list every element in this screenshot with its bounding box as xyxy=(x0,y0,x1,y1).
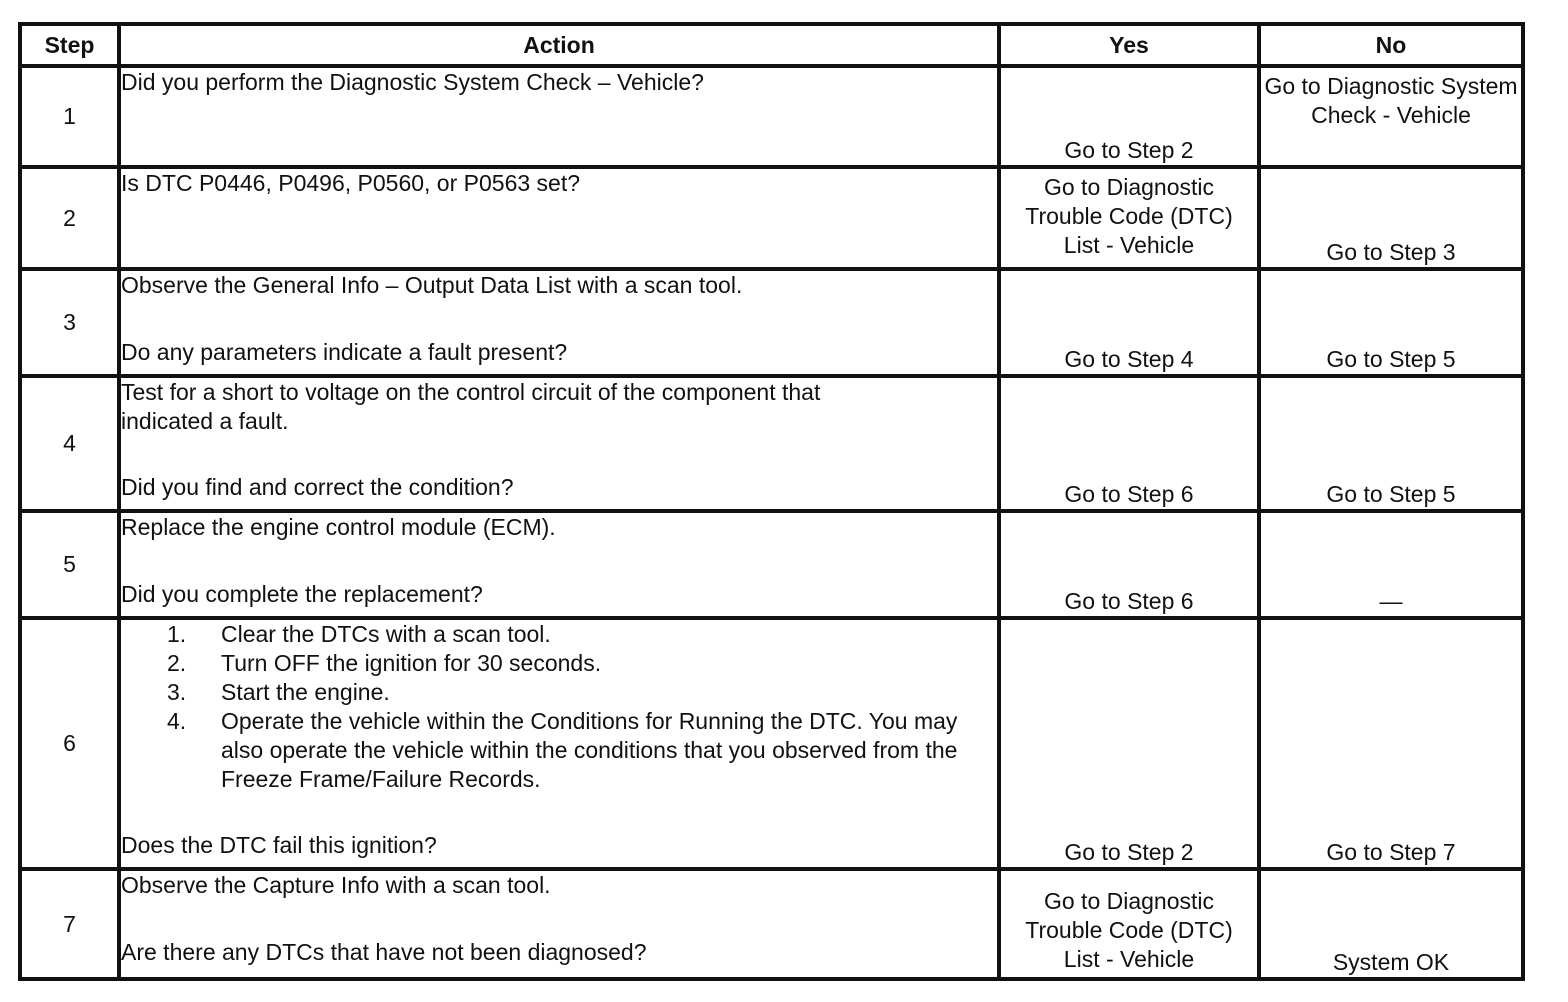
substep-number: 2. xyxy=(167,650,187,676)
no-result: Go to Step 7 xyxy=(1259,618,1523,869)
yes-result: Go to Diagnostic Trouble Code (DTC) List - Vehicle xyxy=(999,167,1259,269)
yes-result: Go to Diagnostic Trouble Code (DTC) List - Vehicle xyxy=(999,869,1259,979)
action-cell xyxy=(119,66,999,167)
action-instruction: Observe the Capture Info with a scan tool. xyxy=(121,872,551,898)
no-result: Go to Step 3 xyxy=(1259,167,1523,269)
list-item xyxy=(167,620,997,649)
no-result: — xyxy=(1259,511,1523,618)
yes-result: Go to Step 2 xyxy=(999,618,1259,869)
action-cell xyxy=(119,167,999,269)
step-number: 4 xyxy=(20,376,119,511)
step-number: 7 xyxy=(20,869,119,979)
table-row xyxy=(20,618,1523,869)
action-instruction: Test for a short to voltage on the control circuit of the component that indicated a fault. xyxy=(121,379,821,434)
substep-number: 1. xyxy=(167,621,187,647)
step-number: 5 xyxy=(20,511,119,618)
substep-list xyxy=(121,620,997,794)
action-question: Are there any DTCs that have not been diagnosed? xyxy=(121,939,647,965)
action-cell xyxy=(119,618,999,869)
step-number: 2 xyxy=(20,167,119,269)
table-row xyxy=(20,376,1523,511)
step-number: 3 xyxy=(20,269,119,376)
substep-text: Start the engine. xyxy=(221,679,390,705)
action-cell xyxy=(119,511,999,618)
yes-result: Go to Step 6 xyxy=(999,511,1259,618)
header-row xyxy=(20,24,1523,66)
header-action: Action xyxy=(119,24,999,66)
table-row xyxy=(20,511,1523,618)
list-item xyxy=(167,649,997,678)
no-result: System OK xyxy=(1259,869,1523,979)
step-number: 1 xyxy=(20,66,119,167)
list-item xyxy=(167,678,997,707)
substep-text: Clear the DTCs with a scan tool. xyxy=(221,621,551,647)
table-row xyxy=(20,869,1523,979)
action-question: Did you perform the Diagnostic System Check – Vehicle? xyxy=(121,69,704,95)
list-item xyxy=(167,707,997,794)
no-result: Go to Step 5 xyxy=(1259,376,1523,511)
diagnostic-table xyxy=(18,22,1525,981)
substep-number: 3. xyxy=(167,679,187,705)
substep-text: Turn OFF the ignition for 30 seconds. xyxy=(221,650,602,676)
header-yes: Yes xyxy=(999,24,1259,66)
no-result: Go to Diagnostic System Check - Vehicle xyxy=(1259,66,1523,167)
action-question: Did you complete the replacement? xyxy=(121,581,483,607)
substep-number: 4. xyxy=(167,708,187,734)
no-result: Go to Step 5 xyxy=(1259,269,1523,376)
table-row xyxy=(20,167,1523,269)
yes-result: Go to Step 6 xyxy=(999,376,1259,511)
action-question: Did you find and correct the condition? xyxy=(121,474,514,500)
header-step: Step xyxy=(20,24,119,66)
action-question: Is DTC P0446, P0496, P0560, or P0563 set? xyxy=(121,170,581,196)
action-instruction: Replace the engine control module (ECM). xyxy=(121,514,556,540)
action-question: Does the DTC fail this ignition? xyxy=(121,832,437,858)
yes-result: Go to Step 4 xyxy=(999,269,1259,376)
action-question: Do any parameters indicate a fault present? xyxy=(121,339,568,365)
action-cell xyxy=(119,376,999,511)
action-cell xyxy=(119,269,999,376)
yes-result: Go to Step 2 xyxy=(999,66,1259,167)
substep-text: Operate the vehicle within the Conditions for Running the DTC. You may also operate the vehicle within the conditions that you observed from the Freeze Frame/Failure Records. xyxy=(221,708,958,792)
step-number: 6 xyxy=(20,618,119,869)
table-row xyxy=(20,269,1523,376)
header-no: No xyxy=(1259,24,1523,66)
action-instruction: Observe the General Info – Output Data List with a scan tool. xyxy=(121,272,743,298)
action-cell xyxy=(119,869,999,979)
table-row xyxy=(20,66,1523,167)
